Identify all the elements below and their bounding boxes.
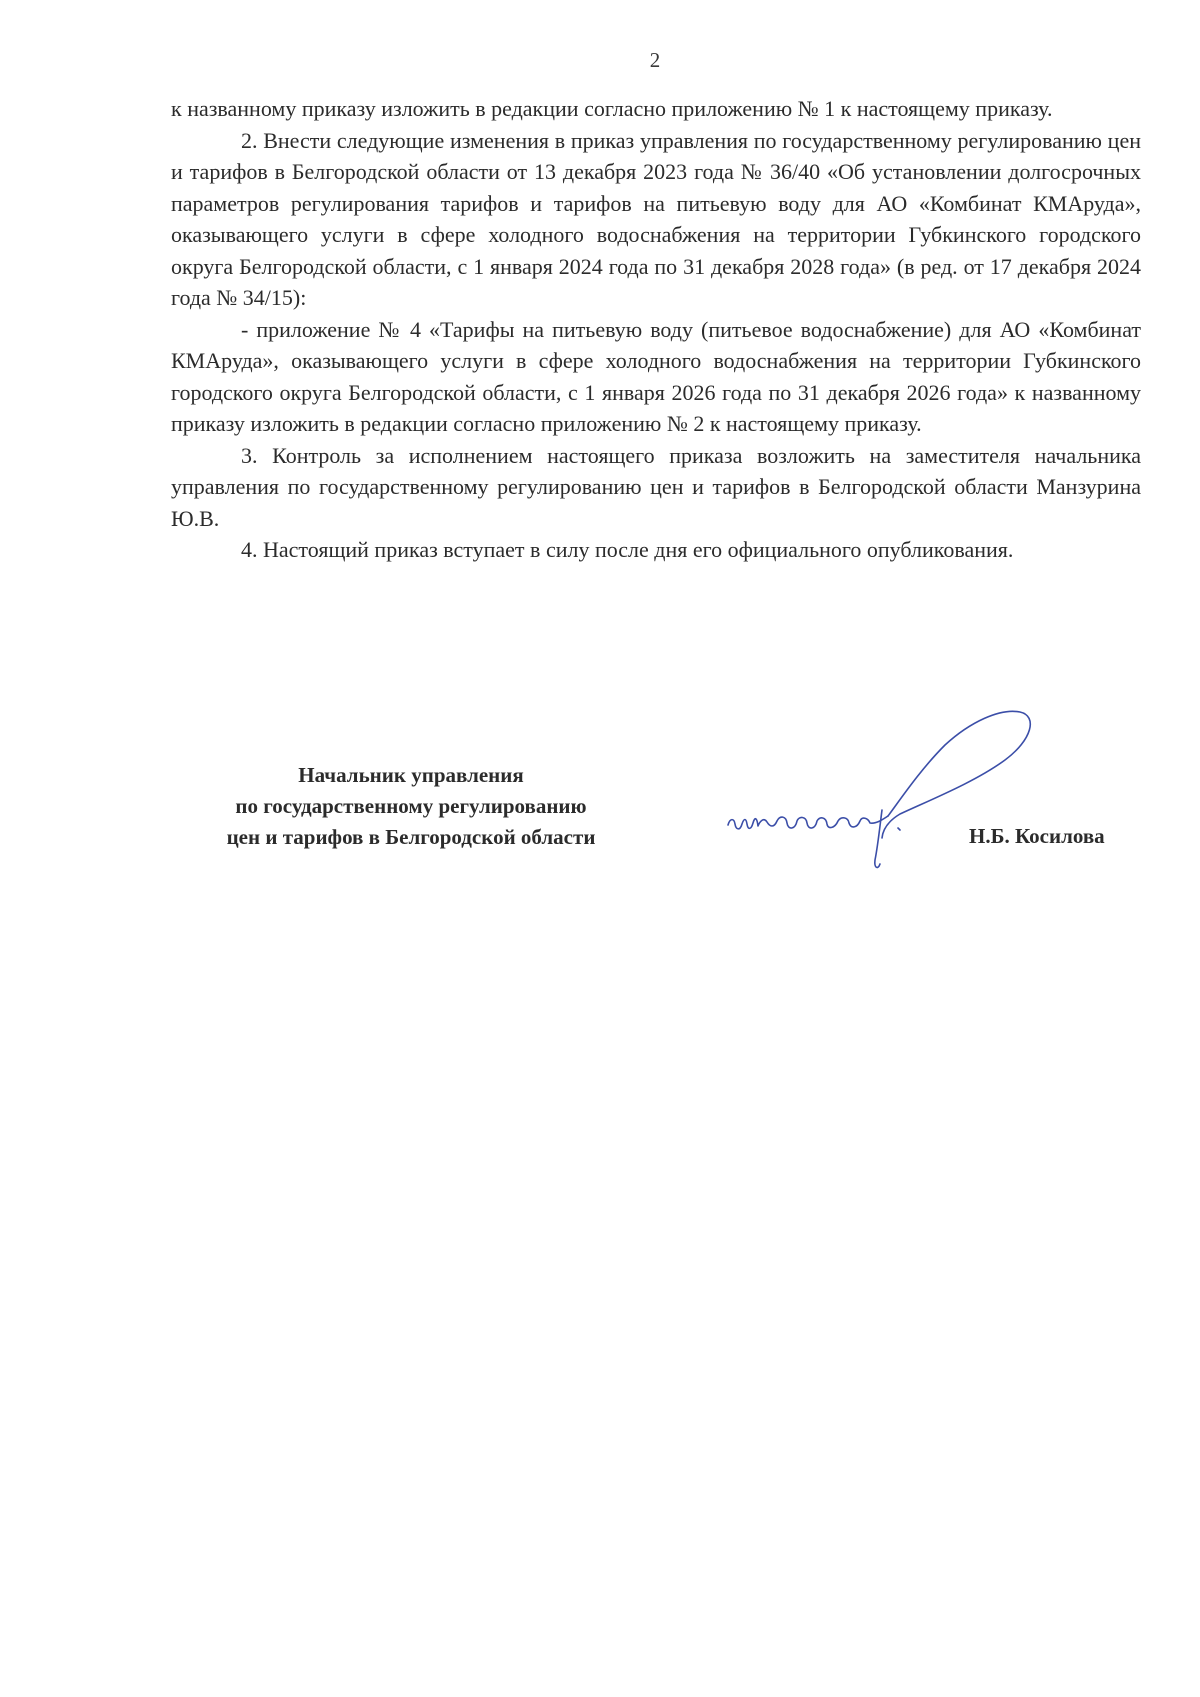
paragraph-item-4: 4. Настоящий приказ вступает в силу после дня его официального опубликования. <box>241 537 1014 562</box>
page-number: 2 <box>649 48 661 72</box>
document-body <box>171 93 1141 566</box>
signer-position <box>171 760 651 853</box>
handwritten-signature <box>720 700 1040 880</box>
signer-position-line: по государственному регулированию <box>235 794 587 818</box>
signer-name: Н.Б. Косилова <box>969 824 1105 848</box>
paragraph-item-2-sub: - приложение № 4 «Тарифы на питьевую воду (питьевое водоснабжение) для АО «Комбинат КМАруда», оказывающего услуги в сфере холодного водоснабжения на территории Губкинского городского округа Белгородской области, с 1 января 2026 года по 31 декабря 2026 года» к названному приказу изложить в редакции согласно приложению № 2 к настоящему приказу. <box>171 316 1141 436</box>
signer-position-line: цен и тарифов в Белгородской области <box>226 825 596 849</box>
paragraph-item-3: 3. Контроль за исполнением настоящего приказа возложить на заместителя начальника управления по государственному регулированию цен и тарифов в Белгородской области Манзурина Ю.В. <box>171 442 1141 531</box>
paragraph-item-2: 2. Внести следующие изменения в приказ управления по государственному регулированию цен и тарифов в Белгородской области от 13 декабря 2023 года № 36/40 «Об установлении долгосрочных параметров регулирования тарифов и тарифов на питьевую воду для АО «Комбинат КМАруда», оказывающего услуги в сфере холодного водоснабжения на территории Губкинского городского округа Белгородской области, с 1 января 2024 года по 31 декабря 2028 года» (в ред. от 17 декабря 2024 года № 34/15): <box>171 127 1141 310</box>
paragraph-continuation: к названному приказу изложить в редакции согласно приложению № 1 к настоящему приказу. <box>171 96 1053 121</box>
signer-position-line: Начальник управления <box>298 763 524 787</box>
